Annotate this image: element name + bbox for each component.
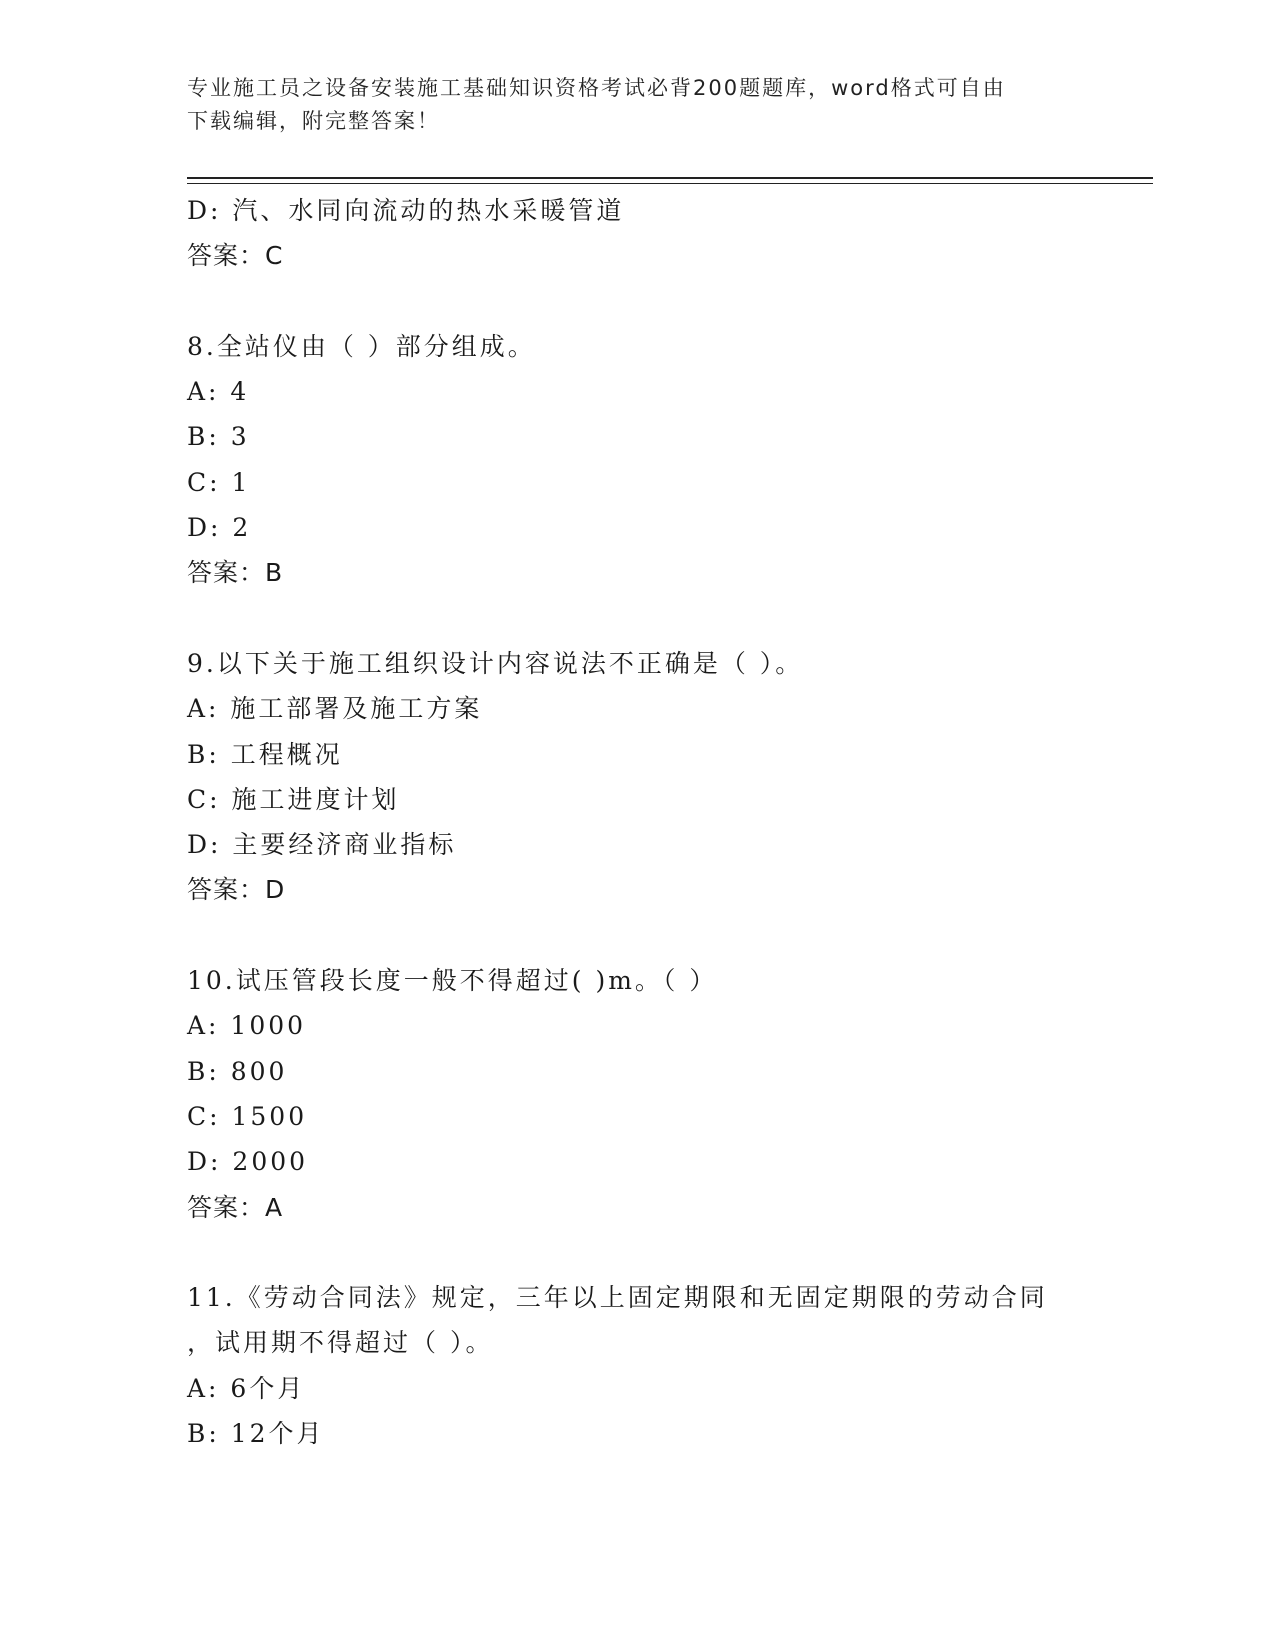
option-d: D: 2 bbox=[187, 513, 252, 543]
option-a: A: 1000 bbox=[187, 1011, 307, 1041]
option-b: B: 12个月 bbox=[187, 1419, 325, 1449]
option-c: C: 1 bbox=[187, 467, 251, 497]
question-text: 8.全站仪由（ ）部分组成。 bbox=[187, 331, 536, 361]
header-divider-thick bbox=[187, 177, 1153, 179]
answer-label: 答案：A bbox=[187, 1192, 284, 1222]
question-8 bbox=[187, 324, 1127, 596]
document-header bbox=[187, 72, 1067, 138]
option-d: D: 汽、水同向流动的热水采暖管道 bbox=[187, 196, 625, 225]
option-c: C: 施工进度计划 bbox=[187, 784, 400, 814]
question-text-line-1: 11.《劳动合同法》规定，三年以上固定期限和无固定期限的劳动合同 bbox=[187, 1283, 1048, 1313]
header-divider-thin bbox=[187, 183, 1153, 184]
option-d: D: 主要经济商业指标 bbox=[187, 830, 457, 860]
header-line-1: 专业施工员之设备安装施工基础知识资格考试必背200题题库，word格式可自由 bbox=[187, 76, 1006, 100]
option-a: A: 4 bbox=[187, 377, 250, 407]
question-text: 9.以下关于施工组织设计内容说法不正确是（ ）。 bbox=[187, 648, 804, 678]
question-9 bbox=[187, 641, 1127, 913]
option-c: C: 1500 bbox=[187, 1101, 308, 1131]
spacer bbox=[187, 913, 1127, 958]
question-list bbox=[187, 188, 1127, 1456]
option-a: A: 6个月 bbox=[187, 1373, 306, 1403]
option-a: A: 施工部署及施工方案 bbox=[187, 694, 483, 724]
answer-label: 答案：D bbox=[187, 875, 286, 905]
option-d: D: 2000 bbox=[187, 1147, 309, 1177]
question-11 bbox=[187, 1275, 1127, 1456]
answer-label: 答案：B bbox=[187, 558, 284, 588]
spacer bbox=[187, 279, 1127, 324]
question-7-tail bbox=[187, 188, 1127, 279]
answer-label: 答案：C bbox=[187, 241, 284, 271]
question-text-line-2: ，试用期不得超过（ ）。 bbox=[187, 1328, 494, 1358]
spacer bbox=[187, 1230, 1127, 1275]
spacer bbox=[187, 596, 1127, 641]
question-text: 10.试压管段长度一般不得超过( )m。（ ） bbox=[187, 966, 718, 996]
question-10 bbox=[187, 958, 1127, 1230]
header-line-2: 下载编辑，附完整答案！ bbox=[187, 109, 440, 133]
option-b: B: 工程概况 bbox=[187, 739, 343, 769]
option-b: B: 800 bbox=[187, 1056, 288, 1086]
option-b: B: 3 bbox=[187, 422, 250, 452]
